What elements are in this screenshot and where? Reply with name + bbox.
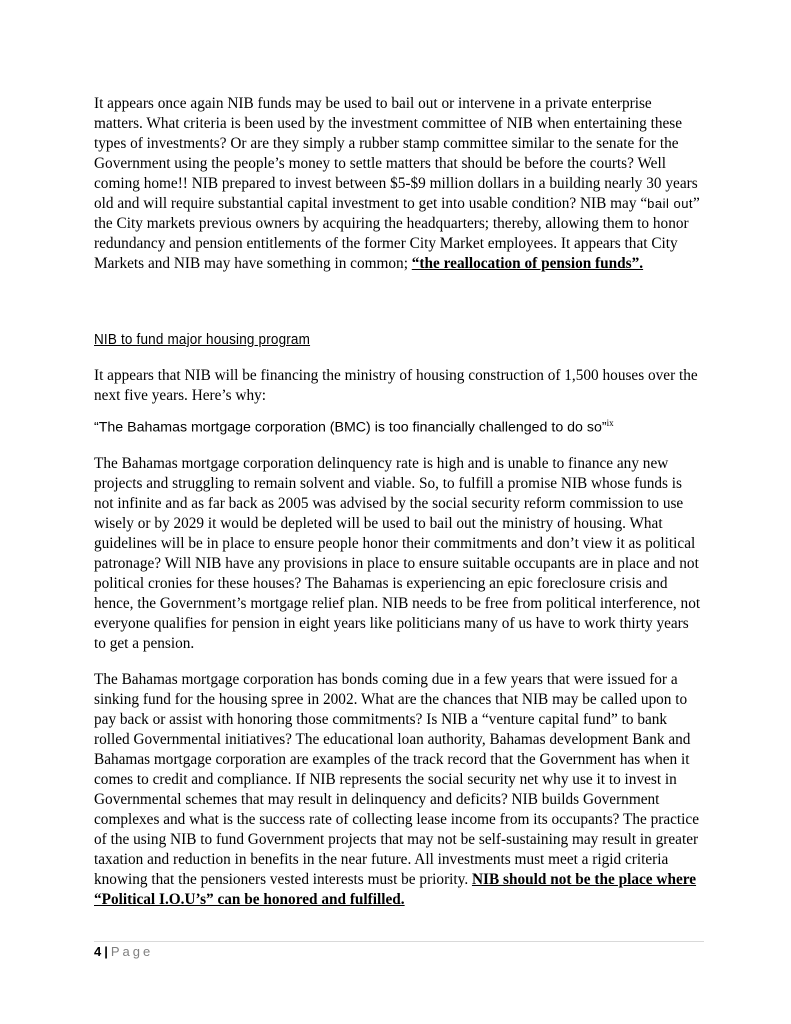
endnote-marker: ix: [606, 418, 614, 428]
page-label: Page: [110, 944, 154, 959]
pension-funds-emphasis: “the reallocation of pension funds”.: [411, 255, 644, 272]
paragraph-text: The Bahamas mortgage corporation delinquency rate is high and is unable to finance any new projects and struggling to remain solvent and viable. So, to fulfill a promise NIB whose funds is not infinite and as far back as 2005 was advised by the social security reform commission to use wisely or by 2029 it would be depleted will be used to bail out the ministry of housing. What guidelines will be in place to ensure people honor their commitments and don’t view it as political patronage? Will NIB have any provisions in place to ensure suitable occupants are in place and not political cronies for these houses? The Bahamas is experiencing an epic foreclosure crisis and hence, the Government’s mortgage relief plan. NIB needs to be free from political interference, not everyone qualifies for pension in eight years like politicians many of us have to work thirty years to get a pension.: [94, 455, 701, 652]
quote-text: “The Bahamas mortgage corporation (BMC) is too financially challenged to do so”: [94, 419, 607, 436]
paragraph-text: ” the City markets previous owners by acquiring the headquarters; thereby, allowing them to honor redundancy and pension entitlements of the former City Market employees. It appears that City Markets and NIB may have something in common;: [94, 195, 700, 272]
bmc-quote: [94, 418, 614, 436]
paragraph-bonds: [94, 670, 704, 910]
footer-divider: [94, 941, 704, 942]
section-heading: NIB to fund major housing program: [94, 331, 311, 348]
footer-separator: |: [104, 944, 108, 959]
political-iou-emphasis: NIB should not be the place where “Political I.O.U’s” can be honored and fulfilled.: [94, 871, 697, 908]
paragraph-text: It appears that NIB will be financing the ministry of housing construction of 1,500 houses over the next five years. Here’s why:: [94, 367, 698, 404]
paragraph-city-market: [94, 94, 704, 274]
page-footer: [94, 944, 153, 959]
paragraph-text: The Bahamas mortgage corporation has bonds coming due in a few years that were issued for a sinking fund for the housing spree in 2002. What are the chances that NIB may be called upon to pay back or assist with honoring those commitments? Is NIB a “venture capital fund” to bank rolled Governmental initiatives? The educational loan authority, Bahamas development Bank and Bahamas mortgage corporation are examples of the track record that the Government has when it comes to credit and compliance. If NIB represents the social security net why use it to invest in Governmental schemes that may result in delinquency and deficits? NIB builds Government complexes and what is the success rate of collecting lease income from its occupants? The practice of the using NIB to fund Government projects that may not be self-sustaining may result in greater taxation and reduction in benefits in the near future. All investments must meet a rigid criteria knowing that the pensioners vested interests must be priority.: [94, 671, 699, 888]
page-number: 4: [94, 944, 102, 959]
paragraph-housing-intro: [94, 366, 704, 406]
bail-out-phrase: bail out: [647, 196, 694, 211]
paragraph-text: It appears once again NIB funds may be used to bail out or intervene in a private enterprise matters. What criteria is been used by the investment committee of NIB when entertaining these types of investments? Or are they simply a rubber stamp committee similar to the senate for the Government using the people’s money to settle matters that should be before the courts? Well coming home!! NIB prepared to invest between $5-$9 million dollars in a building nearly 30 years old and will require substantial capital investment to get into usable condition? NIB may “: [94, 95, 698, 212]
paragraph-bmc-delinquency: [94, 454, 704, 654]
